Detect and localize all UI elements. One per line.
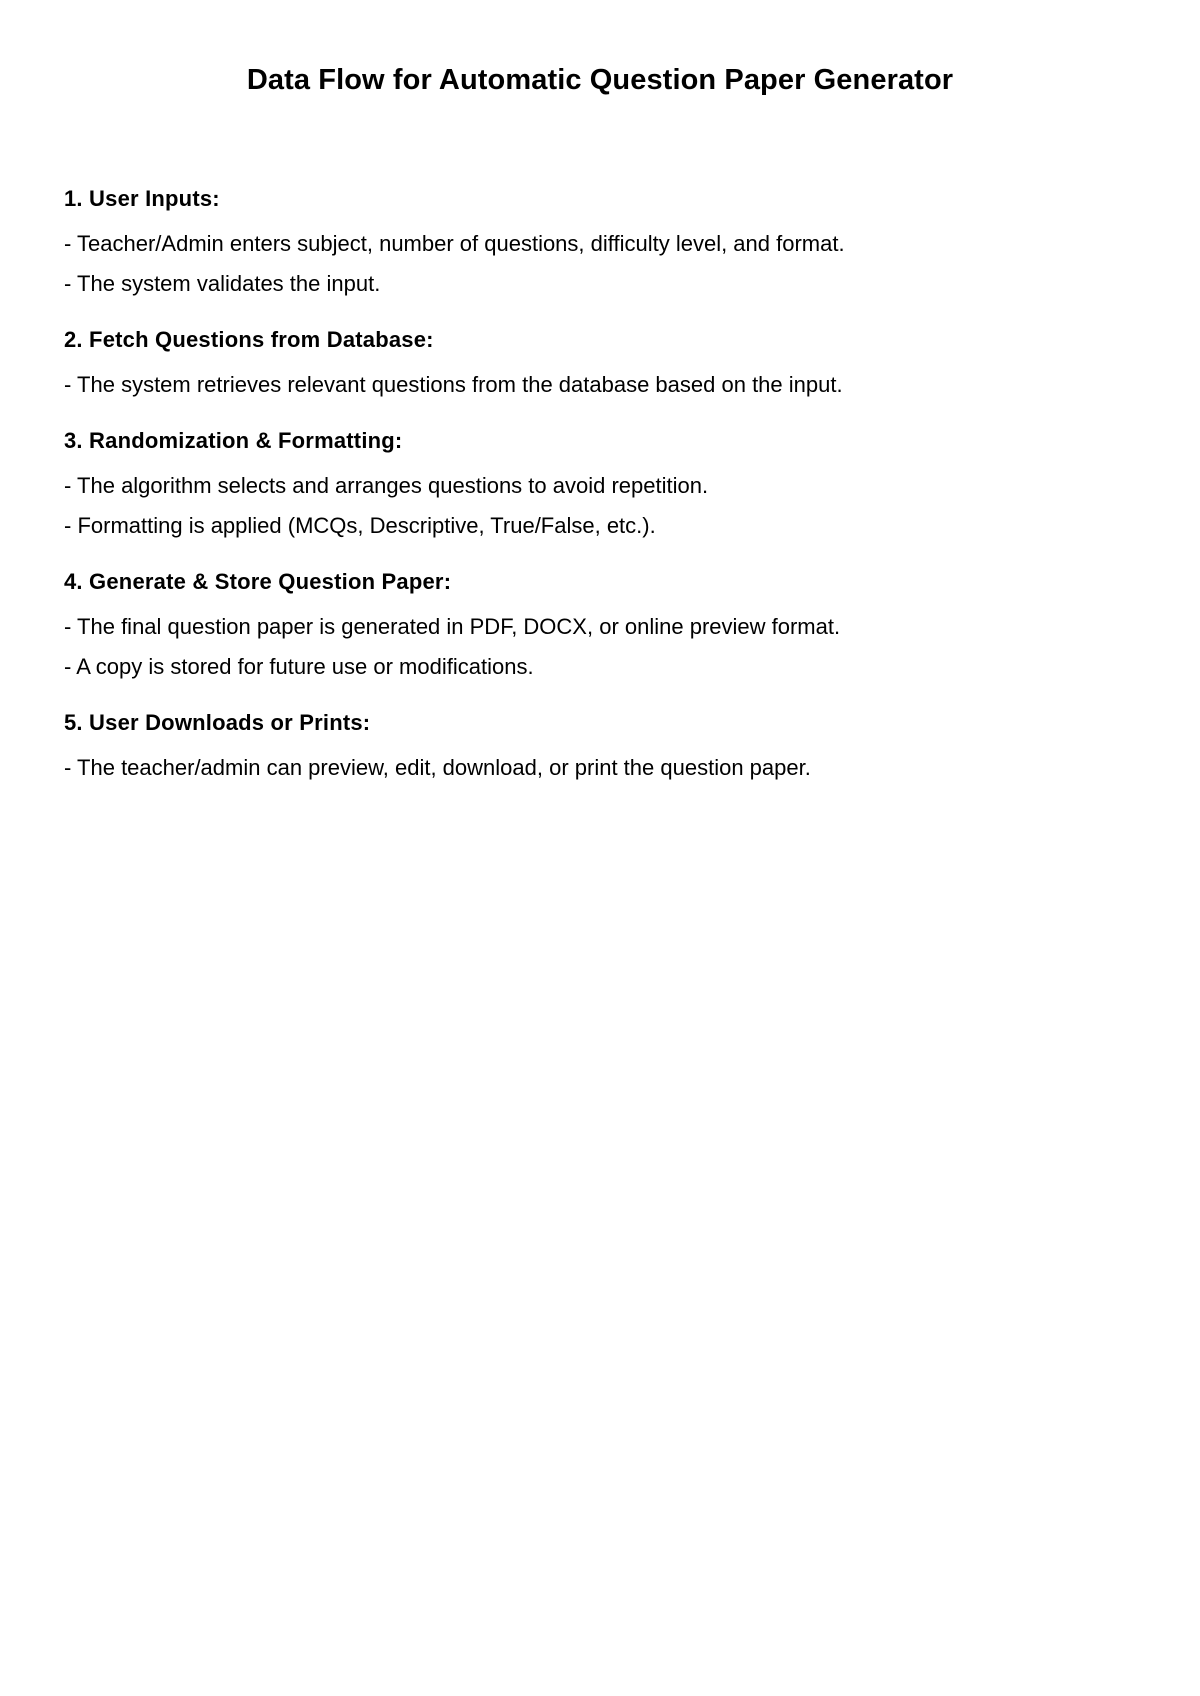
document-body <box>64 186 1144 811</box>
section-heading: 1. User Inputs: <box>64 186 220 211</box>
section-fetch-questions <box>64 327 1144 398</box>
section-line: - The teacher/admin can preview, edit, download, or print the question paper. <box>64 755 811 780</box>
section-generate-store <box>64 569 1144 680</box>
section-heading: 4. Generate & Store Question Paper: <box>64 569 452 594</box>
section-line: - The algorithm selects and arranges questions to avoid repetition. <box>64 473 709 498</box>
document-title: Data Flow for Automatic Question Paper Generator <box>246 64 954 96</box>
section-line: - A copy is stored for future use or modifications. <box>64 654 534 679</box>
section-line: - The system validates the input. <box>64 271 381 296</box>
section-user-inputs <box>64 186 1144 297</box>
section-heading: 3. Randomization & Formatting: <box>64 428 403 453</box>
section-line: - The final question paper is generated in PDF, DOCX, or online preview format. <box>64 614 841 639</box>
section-line: - Formatting is applied (MCQs, Descriptive, True/False, etc.). <box>64 513 656 538</box>
section-line: - The system retrieves relevant questions from the database based on the input. <box>64 372 843 397</box>
section-heading: 2. Fetch Questions from Database: <box>64 327 434 352</box>
section-line: - Teacher/Admin enters subject, number of questions, difficulty level, and format. <box>64 231 845 256</box>
section-randomization-formatting <box>64 428 1144 539</box>
section-heading: 5. User Downloads or Prints: <box>64 710 371 735</box>
section-downloads-prints <box>64 710 1144 781</box>
